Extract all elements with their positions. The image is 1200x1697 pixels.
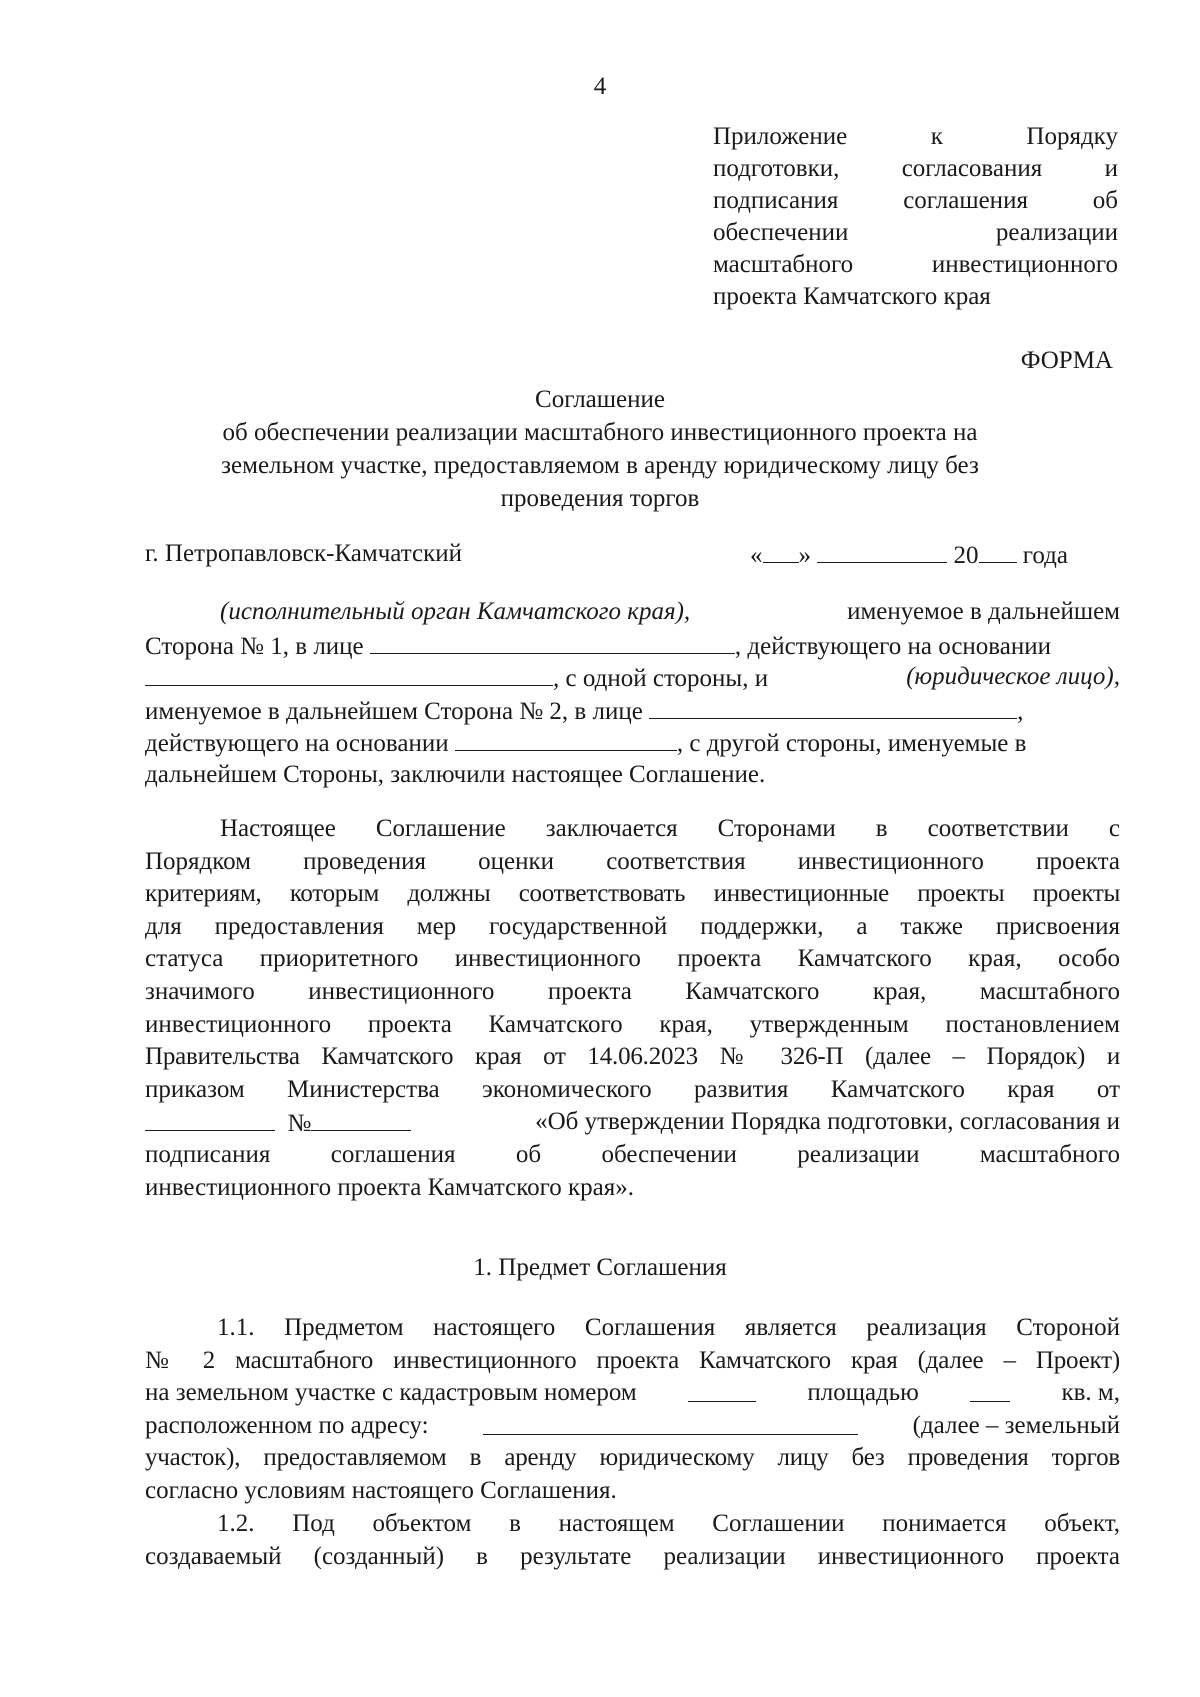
- month-blank[interactable]: [817, 538, 947, 563]
- address-blank[interactable]: [483, 1410, 858, 1435]
- title-line: проведения торгов: [500, 485, 700, 512]
- clause-1-1: 1.1. Предметом настоящего Соглашения является реализация Стороной № 2 масштабного инвестиционного проекта Камчатского края (далее – Проект) на земельном участке с кадастровым номером площадью кв. м, расположенном по адресу: (далее – земельный участок), предоставляемом в аренду юридическому лицу без проведения торгов согласно условиям настоящего Соглашения.: [145, 1314, 1120, 1504]
- party1-representative-blank[interactable]: [370, 629, 735, 654]
- cadastral-number-blank[interactable]: [688, 1377, 756, 1402]
- day-blank[interactable]: [763, 538, 799, 563]
- appendix-line: масштабного инвестиционного: [713, 251, 1118, 278]
- order-date-blank[interactable]: [145, 1106, 275, 1131]
- party2-basis-blank[interactable]: [455, 726, 677, 751]
- appendix-line: подготовки, согласования и: [713, 155, 1118, 182]
- area-blank[interactable]: [970, 1377, 1010, 1402]
- form-label: ФОРМА: [1020, 347, 1113, 374]
- order-number-blank[interactable]: [311, 1106, 411, 1131]
- date-field: « » 20 года: [750, 538, 1068, 572]
- executive-body-placeholder: (исполнительный орган Камчатского края),: [220, 598, 691, 625]
- preamble-paragraph: (исполнительный орган Камчатского края), именуемое в дальнейшем Сторона № 1, в лице , действующего на основании , с одной стороны, и (юридическое лицо), именуемое в дальнейшем Сторона № 2, в лице , действующего на основании , с другой стороны, именуемые в дальнейшем Стороны, заключили настоящее Соглашение.: [145, 598, 1120, 788]
- title-line: земельном участке, предоставляемом в аренду юридическому лицу без: [221, 452, 979, 479]
- appendix-line: Приложение к Порядку: [713, 123, 1118, 150]
- place-date-line: [145, 538, 1113, 570]
- section-heading: 1. Предмет Соглашения: [473, 1254, 727, 1281]
- page-number: 4: [593, 73, 607, 100]
- appendix-note: [713, 121, 1118, 313]
- year-blank[interactable]: [979, 538, 1017, 563]
- appendix-line: проекта Камчатского края: [713, 283, 991, 310]
- appendix-line: подписания соглашения об: [713, 187, 1118, 214]
- party2-representative-blank[interactable]: [649, 694, 1017, 719]
- appendix-line: обеспечении реализации: [713, 219, 1118, 246]
- basis-paragraph: Настоящее Соглашение заключается Сторонами в соответствии с Порядком проведения оценки соответствия инвестиционного проекта критериям, которым должны соответствовать инвестиционные проекты проекты для предоставления мер государственной поддержки, а также присвоения статуса приоритетного инвестиционного проекта Камчатского края, особо значимого инвестиционного проекта Камчатского края, масштабного инвестиционного проекта Камчатского края, утвержденным постановлением Правительства Камчатского края от 14.06.2023 № 326-П (далее – Порядок) и приказом Министерства экономического развития Камчатского края от № «Об утверждении Порядка подготовки, согласования и подписания соглашения об обеспечении реализации масштабного инвестиционного проекта Камчатского края».: [145, 815, 1120, 1201]
- party1-basis-blank[interactable]: [145, 661, 553, 686]
- title-line: Соглашение: [535, 386, 665, 413]
- city: г. Петропавловск-Камчатский: [145, 540, 462, 567]
- document-title: [0, 383, 1200, 515]
- legal-entity-placeholder: (юридическое лицо),: [906, 663, 1120, 691]
- clause-1-2: 1.2. Под объектом в настоящем Соглашении понимается объект, создаваемый (созданный) в результате реализации инвестиционного проекта: [145, 1510, 1120, 1570]
- title-line: об обеспечении реализации масштабного инвестиционного проекта на: [222, 419, 978, 446]
